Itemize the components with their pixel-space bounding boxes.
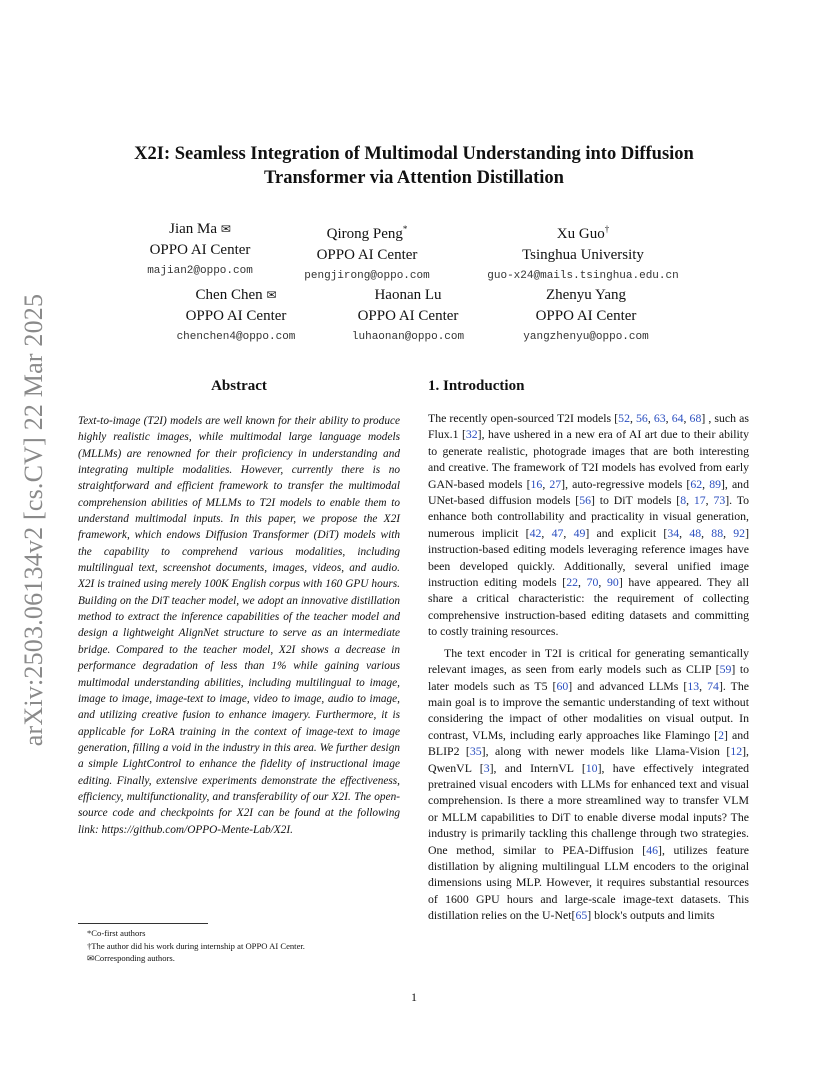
footnote: †The author did his work during internship at OPPO AI Center.: [87, 940, 305, 951]
author-email: luhaonan@oppo.com: [351, 331, 465, 343]
footnote: ✉Corresponding authors.: [87, 953, 175, 964]
citation[interactable]: 49: [573, 525, 586, 540]
abstract-heading: Abstract: [211, 378, 267, 394]
citation[interactable]: 13: [687, 678, 700, 693]
citation[interactable]: 42: [529, 525, 542, 540]
abstract-text: Text-to-image (T2I) models are well known for their ability to produce highly realistic images, while multimodal large language models (MLLMs) are renowned for their proficiency in understanding and integrating multiple modalities. However, currently there is no straightforward and efficient framework to transfer the multimodal comprehension abilities of MLLMs to T2I models to enable them to understand multimodal inputs. In this paper, we propose the X2I framework, which endows Diffusion Transformer (DiT) models with the capability to comprehend various modalities, including multilingual text, screenshot documents, images, videos, and audio. X2I is trained using merely 100K English corpus with 160 GPU hours. Building on the DiT teacher model, we adopt an innovative distillation method to extract the inference capabilities of the teacher model and design a lightweight AlignNet structure to serve as an intermediate bridge. Compared to the teacher model, X2I shows a decrease in performance degradation of less than 1% while gaining various multimodal understanding abilities, including multilingual to image, image to image, image-text to image, video to image, audio to image, and utilizing creative fusion to enhance imagery. Furthermore, it is applicable for LoRA training in the context of image-text to image generation, filling a void in the industry in this area. We further design a simple LightControl to enhance the fidelity of instructional image editing. Finally, extensive experiments demonstrate the effectiveness, efficiency, multifunctionality, and transferability of our X2I. The open-source code and checkpoints for X2I can be found at the following link: https://github.com/OPPO-Mente-Lab/X2I.: [78, 415, 400, 836]
citation[interactable]: 89: [709, 476, 721, 491]
citation[interactable]: 8: [680, 493, 687, 508]
citation[interactable]: 27: [549, 476, 562, 491]
citation[interactable]: 48: [689, 525, 702, 540]
citation[interactable]: 10: [585, 760, 598, 775]
citation[interactable]: 64: [671, 411, 684, 425]
envelope-icon: ✉: [266, 288, 277, 302]
footnote-rule: [78, 923, 208, 924]
author-block: Xu Guo† Tsinghua University guo-x24@mails.tsinghua.edu.cn: [468, 219, 698, 286]
citation[interactable]: 92: [733, 525, 746, 540]
citation[interactable]: 68: [689, 411, 702, 425]
citation[interactable]: 35: [469, 744, 482, 759]
citation[interactable]: 2: [718, 727, 724, 742]
citation[interactable]: 59: [719, 662, 732, 677]
author-email: pengjirong@oppo.com: [304, 270, 430, 282]
citation[interactable]: 60: [556, 678, 569, 693]
citation[interactable]: 88: [711, 525, 724, 540]
intro-paragraph-2: The text encoder in T2I is critical for generating semantically relevant images, as seen from early models such as CLIP [59] to later models such as T5 [60] and advanced LLMs [13, 74]. The main goal is to improve the semantic understanding of text without considering the impact of other modalities on visual output. In contrast, VLMs, including early approaches like Flamingo [2] and BLIP2 [35], along with newer models like Llama-Vision [12], QwenVL [3], and InternVL [10], have effectively integrated pretrained visual encoders with LLMs for enhanced text and visual comprehension. Is there a more streamlined way to transfer VLM or MLLM capabilities to DiT to enable diverse modal inputs? The industry is primarily tackling this challenge through two strategies. One method, similar to PEA-Diffusion [46], utilizes feature distillation by aligning multilingual LLM encoders to the original dimensions using MLP. However, it requires substantial resources of 1600 GPU hours and large-scale image-text datasets. This distillation relies on the U-Net[65] block's outputs and limits: [428, 645, 750, 923]
title-line-1: X2I: Seamless Integration of Multimodal Understanding into Diffusion: [134, 144, 694, 164]
citation[interactable]: 34: [667, 525, 680, 540]
author-block: Qirong Peng* OPPO AI Center pengjirong@oppo.com: [262, 219, 472, 286]
page-number: 1: [411, 990, 417, 1004]
citation[interactable]: 63: [653, 411, 666, 425]
intro-paragraph-1: The recently open-sourced T2I models [52, 56, 63, 64, 68] , such as Flux.1 [32], have ushered in a new era of AI art due to their ability to generate realistic, photograde images that are both interesting and creative. The framework of T2I models has evolved from early GAN-based models [16, 27], auto-regressive models [62, 89], and UNet-based diffusion models [56] to DiT models [8, 17, 73]. To enhance both controllability and practicality in visual generation, numerous implicit [42, 47, 49] and explicit [34, 48, 88, 92] instruction-based editing models leveraging reference images have been developed quickly. Additionally, several unified image instruction editing models [22, 70, 90] have appeared. They all share a critical characteristic: the requirement of collecting comprehensive instruction-based editing datasets and committing to costly training resources.: [428, 411, 750, 639]
citation[interactable]: 90: [607, 575, 619, 590]
citation[interactable]: 17: [693, 493, 706, 508]
citation[interactable]: 52: [618, 411, 630, 425]
citation[interactable]: 22: [566, 575, 578, 590]
citation[interactable]: 70: [586, 575, 599, 590]
citation[interactable]: 56: [636, 411, 648, 425]
citation[interactable]: 56: [579, 493, 591, 508]
envelope-icon: ✉: [220, 222, 231, 236]
author-block: Chen Chen ✉ OPPO AI Center chenchen4@oppo.com: [131, 285, 341, 347]
citation[interactable]: 65: [575, 908, 588, 923]
footnotes: [87, 927, 412, 965]
author-email: yangzhenyu@oppo.com: [523, 331, 649, 343]
citation[interactable]: 12: [730, 744, 743, 759]
author-block: Haonan Lu OPPO AI Center luhaonan@oppo.com: [303, 285, 513, 347]
citation[interactable]: 74: [707, 678, 719, 693]
citation[interactable]: 3: [483, 760, 490, 775]
title-line-2: Transformer via Attention Distillation: [264, 168, 564, 188]
author-email: chenchen4@oppo.com: [176, 331, 296, 343]
citation[interactable]: 62: [690, 476, 703, 491]
author-block: Jian Ma ✉ OPPO AI Center majian2@oppo.com: [95, 219, 305, 281]
author-block: Zhenyu Yang OPPO AI Center yangzhenyu@oppo.com: [481, 285, 691, 347]
citation[interactable]: 73: [713, 493, 726, 508]
paper-title: [80, 142, 748, 190]
citation[interactable]: 16: [530, 476, 543, 491]
author-email: guo-x24@mails.tsinghua.edu.cn: [487, 270, 679, 282]
footnote: *Co-first authors: [87, 928, 146, 938]
author-email: majian2@oppo.com: [147, 265, 253, 277]
citation[interactable]: 46: [646, 842, 659, 857]
citation[interactable]: 32: [465, 427, 478, 442]
intro-heading: 1. Introduction: [428, 378, 525, 394]
intro-body: [428, 410, 749, 929]
arxiv-watermark: arXiv:2503.06134v2 [cs.CV] 22 Mar 2025: [19, 293, 48, 747]
citation[interactable]: 47: [551, 525, 564, 540]
